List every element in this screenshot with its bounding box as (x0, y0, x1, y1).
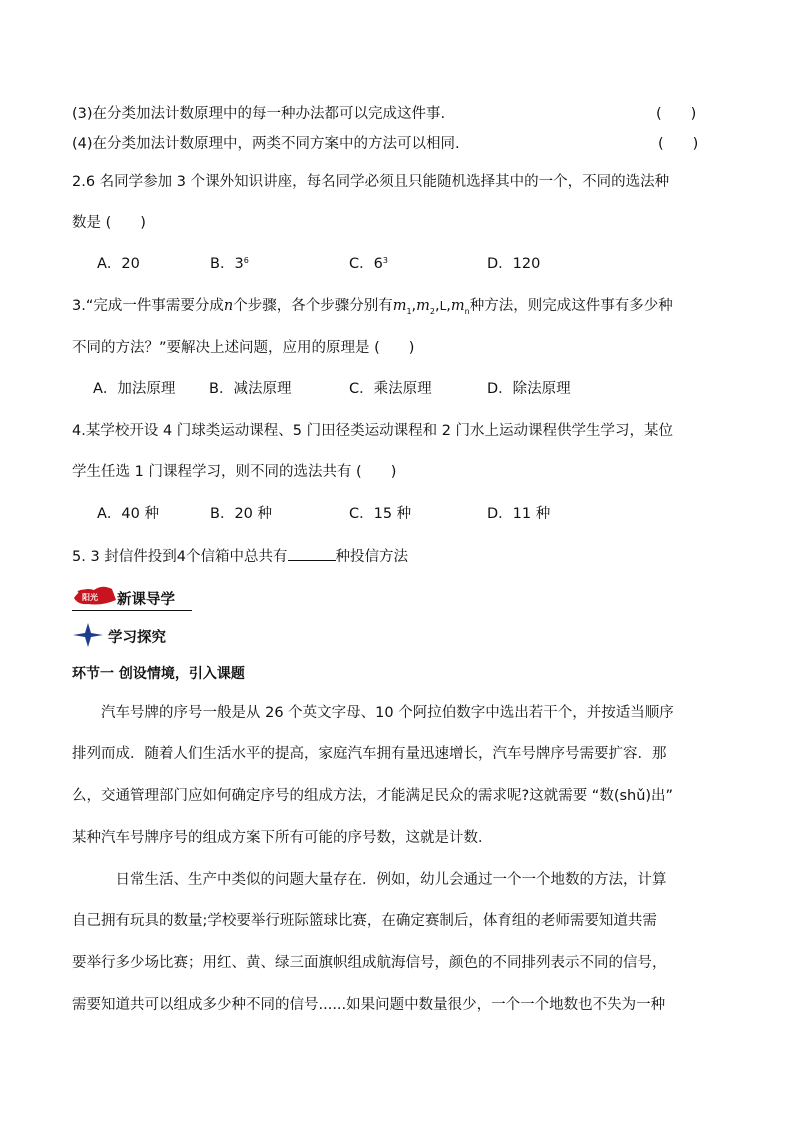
statement-4: (4)在分类加法计数原理中，两类不同方案中的方法可以相同. (72, 136, 460, 152)
q3-ellipsis: L (439, 299, 447, 313)
q5-stem (72, 546, 408, 567)
q3-pre: 3.“完成一件事需要分成 (72, 298, 224, 314)
q3-option-d[interactable]: D．除法原理 (487, 381, 571, 397)
q2-option-c[interactable] (349, 254, 388, 274)
para2-line1: 日常生活、生产中类似的问题大量存在．例如，幼儿会通过一个一个地数的方法，计算 (72, 872, 667, 888)
q3-post: 种方法，则完成这件事有多少种 (469, 298, 673, 314)
para1-line2: 排列而成．随着人们生活水平的提高，家庭汽车拥有量迅速增长，汽车号牌序号需要扩容．那 (72, 746, 667, 762)
q2-option-a[interactable]: A．20 (97, 256, 140, 272)
banner-underline (72, 610, 192, 611)
q3-var-n: n (223, 298, 234, 314)
q5-post: 种投信方法 (335, 549, 409, 565)
q3-option-b[interactable]: B．减法原理 (209, 381, 292, 397)
q2-option-c-exp: 3 (382, 256, 388, 265)
q2-option-b-text: B．3 (210, 256, 244, 272)
q2-option-d[interactable]: D．120 (487, 256, 541, 272)
q2-option-c-text: C．6 (349, 256, 383, 272)
q2-option-b[interactable] (210, 254, 249, 274)
q3-mid: 个步骤，各个步骤分别有 (233, 298, 393, 314)
q3-sub-1: 1 (406, 306, 412, 316)
q5-answer-blank[interactable] (288, 546, 336, 561)
section-one-title: 环节一 创设情境，引入课题 (72, 666, 245, 682)
statement-4-answer-paren[interactable]: ( ) (658, 136, 699, 152)
statement-3: (3)在分类加法计数原理中的每一种办法都可以完成这件事. (72, 106, 446, 122)
four-point-star-icon (72, 622, 104, 648)
q2-option-b-exp: 6 (243, 256, 249, 265)
para1-line3: 么，交通管理部门应如何确定序号的组成方法，才能满足民众的需求呢?这就需要 “数(shǔ)出” (72, 788, 674, 804)
q3-option-c[interactable]: C．乘法原理 (349, 381, 432, 397)
q4-option-c[interactable]: C．15 种 (349, 506, 412, 522)
para2-line2: 自己拥有玩具的数量;学校要举行班际篮球比赛，在确定赛制后，体育组的老师需要知道共需 (72, 913, 657, 929)
q3-var-m1: m (392, 298, 407, 314)
section-title-new-lesson: 新课导学 (117, 592, 175, 608)
q4-stem-line1: 4.某学校开设 4 门球类运动课程、5 门田径类运动课程和 2 门水上运动课程供学生学习，某位 (72, 423, 674, 439)
q2-stem-line2: 数是 ( ) (72, 215, 146, 231)
q3-stem-line2: 不同的方法？”要解决上述问题，应用的原理是 ( ) (72, 340, 415, 356)
para2-line4: 需要知道共可以组成多少种不同的信号......如果问题中数量很少，一个一个地数也不失为一种 (72, 997, 666, 1013)
q3-option-a[interactable]: A．加法原理 (93, 381, 176, 397)
q3-var-mn: m (450, 298, 465, 314)
para1-line4: 某种汽车号牌序号的组成方案下所有可能的序号数，这就是计数． (72, 830, 493, 846)
para2-line3: 要举行多少场比赛；用红、黄、绿三面旗帜组成航海信号，颜色的不同排列表示不同的信号， (72, 955, 667, 971)
q4-option-b[interactable]: B．20 种 (210, 506, 273, 522)
q5-pre: 5. 3 封信件投到4个信箱中总共有 (72, 549, 288, 565)
q4-option-a[interactable]: A．40 种 (97, 506, 159, 522)
q2-stem-line1: 2.6 名同学参加 3 个课外知识讲座，每名同学必须且只能随机选择其中的一个，不同的选法种 (72, 174, 670, 190)
subheading-learning-exploration: 学习探究 (108, 630, 166, 646)
para1-line1: 汽车号牌的序号一般是从 26 个英文字母、10 个阿拉伯数字中选出若干个，并按适当顺序 (72, 705, 674, 721)
q4-stem-line2: 学生任选 1 门课程学习，则不同的选法共有 ( ) (72, 464, 397, 480)
q3-var-m2: m (416, 298, 430, 314)
q3-sub-n: n (464, 306, 470, 316)
q4-option-d[interactable]: D．11 种 (487, 506, 551, 522)
statement-3-answer-paren[interactable]: ( ) (656, 106, 697, 122)
banner-logo-text: 阳光 (82, 593, 98, 602)
q3-sub-2: 2 (429, 306, 435, 316)
q3-stem-line1: 3.“完成一件事需要分成n个步骤，各个步骤分别有$m_1,m_2,L,m_n$种方法，则完成这件事有多少种 (72, 298, 673, 316)
